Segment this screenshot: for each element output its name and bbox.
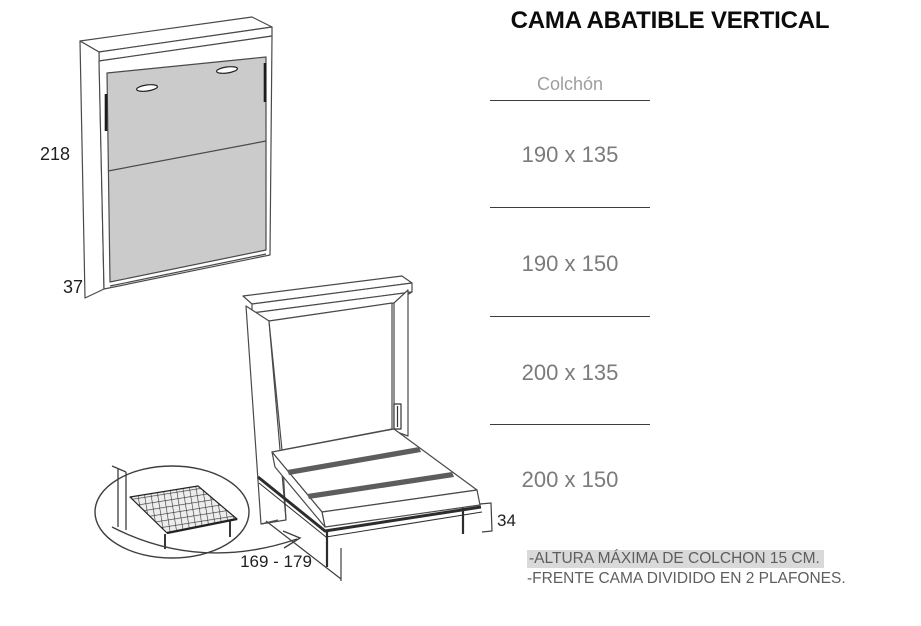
separator-line [490, 207, 650, 208]
leg-height-label: 34 [497, 511, 516, 530]
separator-line [490, 424, 650, 425]
note-mattress-max-height: -ALTURA MÁXIMA DE COLCHON 15 CM. [527, 550, 824, 568]
open-bed-mattress [258, 429, 482, 567]
notes [527, 549, 846, 589]
mattress-size-option: 190 x 150 [521, 251, 619, 276]
table-header: Colchón [536, 74, 604, 94]
page-title: CAMA ABATIBLE VERTICAL [510, 7, 830, 34]
cabinet-front-panel [107, 57, 266, 282]
mattress-size-option: 200 x 135 [521, 360, 619, 385]
bracket-icon [480, 503, 492, 532]
note-front-two-panels: -FRENTE CAMA DIVIDIDO EN 2 PLAFONES. [527, 570, 846, 587]
closed-height-label: 218 [39, 144, 71, 164]
mattress-size-table [490, 0, 650, 505]
closed-depth-label: 37 [62, 277, 84, 297]
note-line [527, 549, 846, 569]
note-line [527, 569, 846, 589]
closed-bed-drawing [40, 17, 272, 298]
leg-height-dimension [480, 503, 516, 532]
open-cabinet-interior [269, 303, 392, 450]
frame-detail-bubble [95, 466, 249, 558]
separator-line [490, 316, 650, 317]
open-depth-label: 169 - 179 [240, 552, 312, 571]
separator-line [490, 100, 650, 101]
mattress-size-option: 200 x 150 [521, 467, 619, 492]
mattress-size-option: 190 x 135 [521, 142, 619, 167]
